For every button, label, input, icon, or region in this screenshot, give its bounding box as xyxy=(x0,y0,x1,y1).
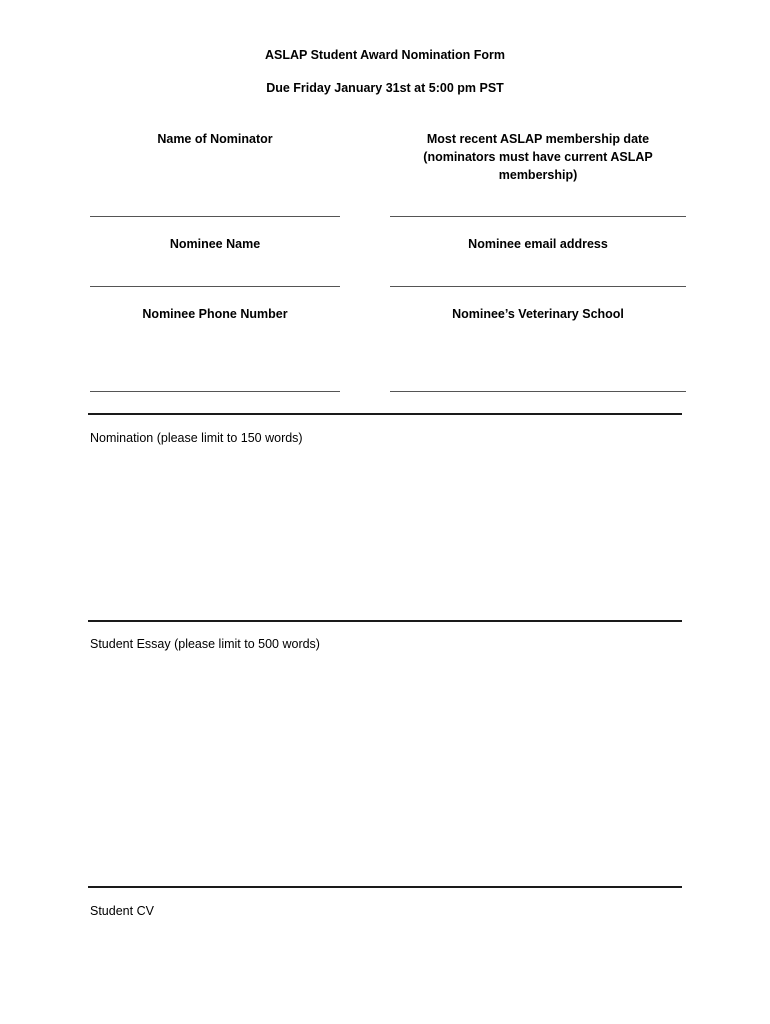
form-title: ASLAP Student Award Nomination Form xyxy=(264,48,506,62)
nominee-phone-label: Nominee Phone Number xyxy=(142,307,288,321)
section-divider xyxy=(88,413,682,415)
nominee-email-label: Nominee email address xyxy=(468,237,608,251)
essay-text-area[interactable] xyxy=(88,658,682,878)
nominator-name-field[interactable] xyxy=(90,216,340,217)
membership-date-field[interactable] xyxy=(390,216,686,217)
nominee-school-field[interactable] xyxy=(390,391,686,392)
membership-date-label: Most recent ASLAP membership date (nominators must have current ASLAP membership) xyxy=(423,132,653,182)
section-divider xyxy=(88,886,682,888)
nominee-school-label: Nominee’s Veterinary School xyxy=(452,307,624,321)
nomination-label: Nomination (please limit to 150 words) xyxy=(90,431,303,445)
nominator-name-label: Name of Nominator xyxy=(157,132,273,146)
nominee-phone-field[interactable] xyxy=(90,391,340,392)
nominee-email-field[interactable] xyxy=(390,286,686,287)
essay-label: Student Essay (please limit to 500 words) xyxy=(90,637,320,651)
cv-upload-area[interactable] xyxy=(88,924,682,1004)
nominee-name-field[interactable] xyxy=(90,286,340,287)
nominee-name-label: Nominee Name xyxy=(169,237,261,251)
cv-label: Student CV xyxy=(90,904,154,918)
section-divider xyxy=(88,620,682,622)
due-date: Due Friday January 31st at 5:00 pm PST xyxy=(266,81,504,95)
nomination-text-area[interactable] xyxy=(88,452,682,612)
